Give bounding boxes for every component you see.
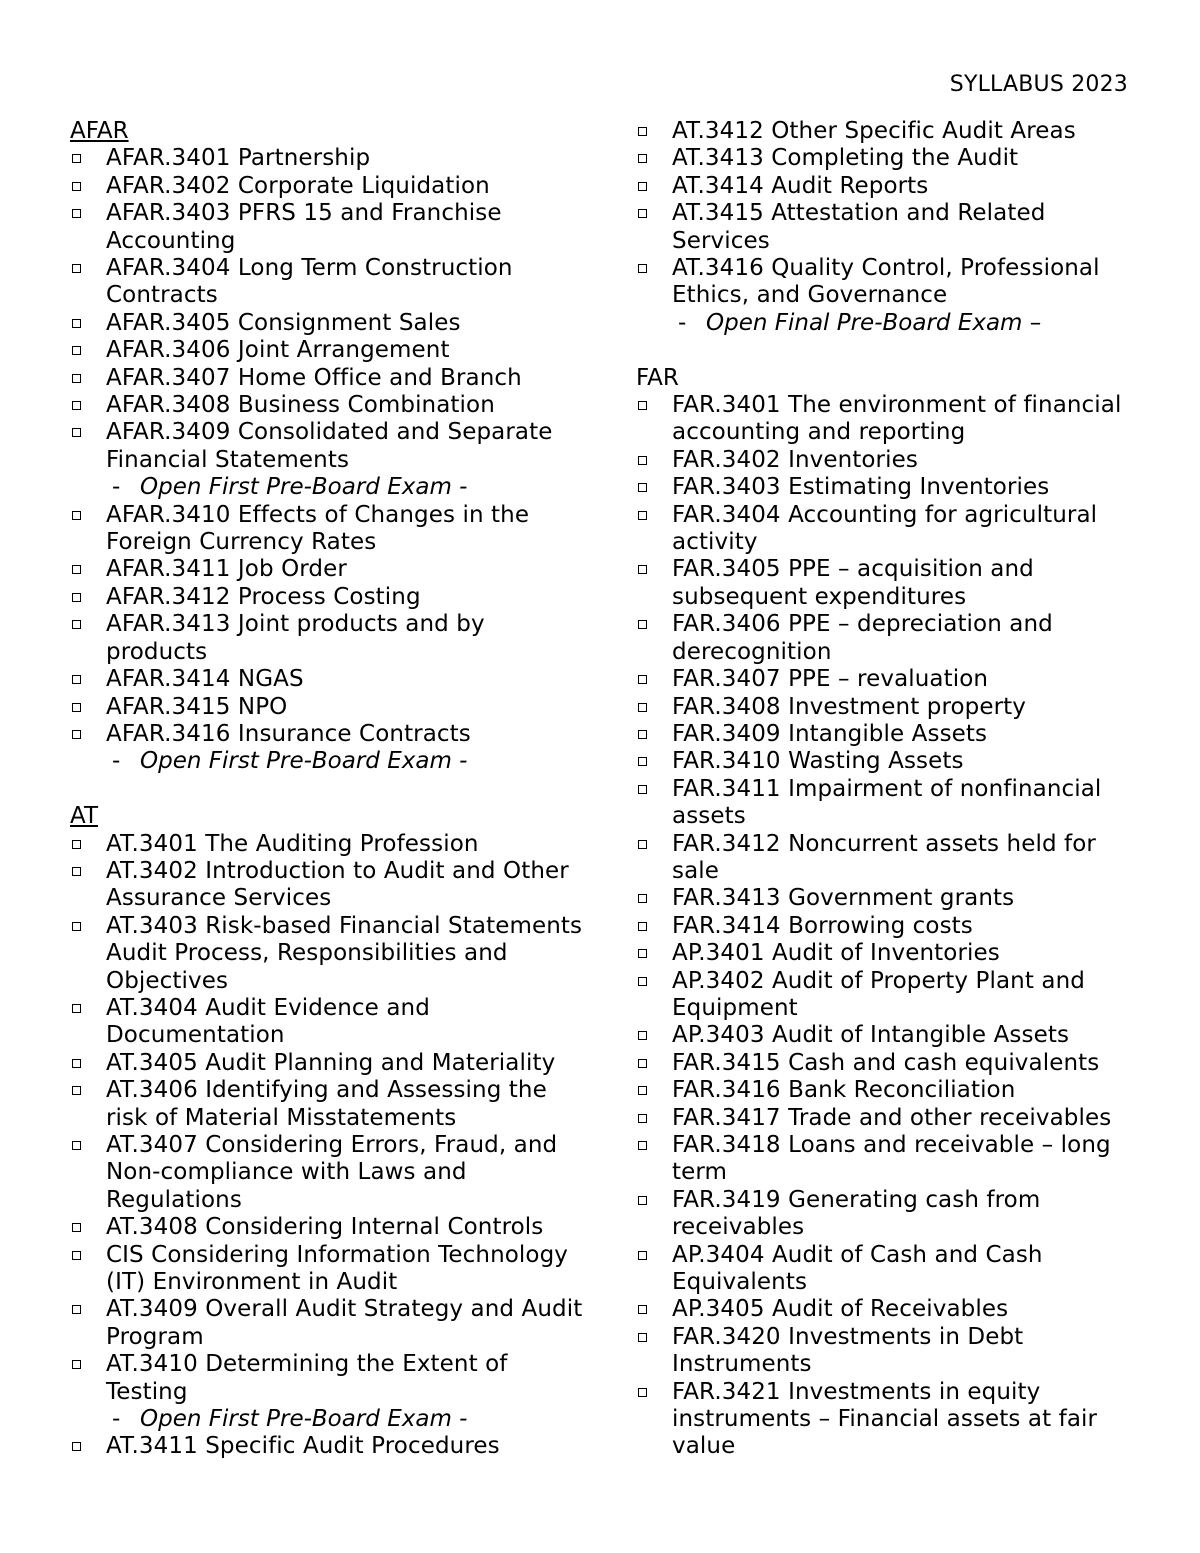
- at-list-1: [70, 831, 590, 1407]
- list-item: [636, 1077, 1136, 1104]
- list-item: [636, 666, 1136, 693]
- checkbox-bullet-icon: [638, 620, 647, 629]
- list-item: [70, 831, 590, 858]
- list-item-text: AFAR.3407 Home Office and Branch: [106, 364, 522, 391]
- checkbox-bullet-icon: [72, 730, 81, 739]
- list-item: [636, 1187, 1136, 1242]
- checkbox-bullet-icon: [638, 154, 647, 163]
- checkbox-bullet-icon: [638, 127, 647, 136]
- list-item-text: AT.3412 Other Specific Audit Areas: [672, 118, 1076, 144]
- checkbox-bullet-icon: [638, 483, 647, 492]
- list-item: [636, 1105, 1136, 1132]
- checkbox-bullet-icon: [638, 1333, 647, 1342]
- checkbox-bullet-icon: [72, 1305, 81, 1314]
- checkbox-bullet-icon: [638, 977, 647, 986]
- list-item: [636, 255, 1136, 310]
- at-final-exam-note: - Open Final Pre-Board Exam –: [678, 309, 1042, 336]
- list-item: [70, 913, 590, 995]
- checkbox-bullet-icon: [72, 1223, 81, 1232]
- checkbox-bullet-icon: [72, 867, 81, 876]
- at-exam-note: - Open First Pre-Board Exam -: [112, 1406, 468, 1433]
- list-item-text: FAR.3417 Trade and other receivables: [672, 1104, 1112, 1131]
- checkbox-bullet-icon: [638, 1251, 647, 1260]
- list-item: [636, 474, 1136, 501]
- list-item: [70, 145, 590, 172]
- checkbox-bullet-icon: [638, 949, 647, 958]
- checkbox-bullet-icon: [638, 182, 647, 191]
- afar-list-1: [70, 145, 590, 474]
- checkbox-bullet-icon: [638, 894, 647, 903]
- checkbox-bullet-icon: [638, 1196, 647, 1205]
- list-item: [636, 748, 1136, 775]
- list-item-text: FAR.3421 Investments in equity instruments – Financial assets at fair value: [672, 1378, 1098, 1460]
- list-item: [636, 1324, 1136, 1379]
- list-item: [70, 858, 590, 913]
- checkbox-bullet-icon: [72, 593, 81, 602]
- list-item-text: FAR.3409 Intangible Assets: [672, 720, 988, 747]
- list-item-text: FAR.3414 Borrowing costs: [672, 912, 973, 939]
- list-item-text: AT.3404 Audit Evidence and Documentation: [106, 994, 430, 1049]
- checkbox-bullet-icon: [638, 565, 647, 574]
- list-item-text: AFAR.3404 Long Term Construction Contracts: [106, 255, 513, 309]
- checkbox-bullet-icon: [72, 840, 81, 849]
- at-list-2: [70, 1433, 590, 1460]
- far-list: [636, 392, 1136, 1461]
- list-item: [636, 502, 1136, 557]
- list-item-text: FAR.3402 Inventories: [672, 446, 918, 473]
- afar-exam-note-2: - Open First Pre-Board Exam -: [112, 748, 468, 775]
- list-item-text: FAR.3405 PPE – acquisition and subsequent expenditures: [672, 556, 1034, 610]
- checkbox-bullet-icon: [638, 840, 647, 849]
- list-item-text: AFAR.3406 Joint Arrangement: [106, 337, 450, 364]
- list-item: [636, 118, 1136, 145]
- afar-list-2: [70, 502, 590, 749]
- list-item: [70, 365, 590, 392]
- list-item-text: FAR.3406 PPE – depreciation and derecognition: [672, 611, 1053, 665]
- list-item: [70, 337, 590, 364]
- list-item: [70, 584, 590, 611]
- list-item: [636, 940, 1136, 967]
- list-item-text: AT.3409 Overall Audit Strategy and Audit Program: [106, 1296, 583, 1350]
- checkbox-bullet-icon: [638, 785, 647, 794]
- checkbox-bullet-icon: [72, 209, 81, 218]
- checkbox-bullet-icon: [72, 154, 81, 163]
- list-item: [70, 200, 590, 255]
- list-item-text: FAR.3401 The environment of financial accounting and reporting: [672, 392, 1122, 446]
- list-item-text: AT.3414 Audit Reports: [672, 172, 929, 199]
- list-item: [70, 1214, 590, 1241]
- list-item: [636, 1296, 1136, 1323]
- list-item-text: AFAR.3401 Partnership: [106, 145, 371, 172]
- far-section-title: FAR: [636, 364, 679, 391]
- list-item: [70, 502, 590, 557]
- at-continued-list: [636, 118, 1136, 310]
- checkbox-bullet-icon: [72, 1141, 81, 1150]
- list-item: [70, 392, 590, 419]
- checkbox-bullet-icon: [638, 1305, 647, 1314]
- list-item: [70, 694, 590, 721]
- checkbox-bullet-icon: [72, 1086, 81, 1095]
- list-item-text: FAR.3407 PPE – revaluation: [672, 666, 989, 693]
- list-item-text: FAR.3415 Cash and cash equivalents: [672, 1049, 1100, 1076]
- list-item: [636, 968, 1136, 1023]
- list-item-text: AT.3416 Quality Control, Professional Ethics, and Governance: [672, 255, 1100, 309]
- list-item: [636, 145, 1136, 172]
- list-item: [636, 556, 1136, 611]
- list-item: [636, 1132, 1136, 1187]
- checkbox-bullet-icon: [72, 922, 81, 931]
- checkbox-bullet-icon: [638, 511, 647, 520]
- list-item-text: AT.3407 Considering Errors, Fraud, and Non-compliance with Laws and Regulations: [106, 1131, 558, 1213]
- list-item: [70, 173, 590, 200]
- checkbox-bullet-icon: [72, 374, 81, 383]
- checkbox-bullet-icon: [638, 1086, 647, 1095]
- list-item-text: AFAR.3411 Job Order: [106, 556, 347, 583]
- list-item: [636, 1050, 1136, 1077]
- list-item: [636, 392, 1136, 447]
- list-item: [636, 1022, 1136, 1049]
- checkbox-bullet-icon: [72, 319, 81, 328]
- list-item: [636, 721, 1136, 748]
- list-item-text: AP.3403 Audit of Intangible Assets: [672, 1022, 1070, 1049]
- list-item-text: FAR.3418 Loans and receivable – long term: [672, 1132, 1111, 1186]
- checkbox-bullet-icon: [638, 757, 647, 766]
- checkbox-bullet-icon: [72, 620, 81, 629]
- checkbox-bullet-icon: [72, 428, 81, 437]
- checkbox-bullet-icon: [638, 675, 647, 684]
- list-item-text: AFAR.3410 Effects of Changes in the Foreign Currency Rates: [106, 501, 530, 556]
- checkbox-bullet-icon: [72, 1059, 81, 1068]
- afar-exam-note-1: - Open First Pre-Board Exam -: [112, 474, 468, 501]
- checkbox-bullet-icon: [638, 1141, 647, 1150]
- checkbox-bullet-icon: [72, 264, 81, 273]
- list-item: [70, 995, 590, 1050]
- checkbox-bullet-icon: [638, 1059, 647, 1068]
- list-item: [636, 1242, 1136, 1297]
- page-header: SYLLABUS 2023: [949, 72, 1128, 97]
- list-item: [70, 666, 590, 693]
- list-item-text: AT.3413 Completing the Audit: [672, 145, 1019, 172]
- list-item-text: CIS Considering Information Technology (IT) Environment in Audit: [106, 1241, 569, 1296]
- list-item: [636, 611, 1136, 666]
- list-item-text: AP.3405 Audit of Receivables: [672, 1296, 1009, 1323]
- checkbox-bullet-icon: [638, 401, 647, 410]
- list-item-text: AFAR.3413 Joint products and by products: [106, 611, 485, 665]
- list-item-text: FAR.3412 Noncurrent assets held for sale: [672, 830, 1096, 884]
- checkbox-bullet-icon: [72, 1442, 81, 1451]
- checkbox-bullet-icon: [72, 703, 81, 712]
- list-item-text: FAR.3420 Investments in Debt Instruments: [672, 1323, 1024, 1378]
- checkbox-bullet-icon: [638, 1114, 647, 1123]
- checkbox-bullet-icon: [72, 1004, 81, 1013]
- list-item: [70, 1077, 590, 1132]
- list-item-text: AFAR.3416 Insurance Contracts: [106, 720, 471, 747]
- list-item: [636, 200, 1136, 255]
- list-item-text: AT.3406 Identifying and Assessing the risk of Material Misstatements: [106, 1077, 547, 1131]
- list-item: [636, 831, 1136, 886]
- list-item-text: AT.3401 The Auditing Profession: [106, 830, 479, 857]
- afar-section-title: AFAR: [70, 118, 129, 144]
- checkbox-bullet-icon: [72, 346, 81, 355]
- list-item: [70, 1296, 590, 1351]
- list-item-text: FAR.3410 Wasting Assets: [672, 748, 964, 775]
- list-item: [70, 255, 590, 310]
- list-item: [70, 310, 590, 337]
- list-item-text: AFAR.3409 Consolidated and Separate Financial Statements: [106, 419, 553, 473]
- at-section-title: AT: [70, 803, 98, 830]
- left-column: [70, 118, 590, 1461]
- checkbox-bullet-icon: [72, 1251, 81, 1260]
- checkbox-bullet-icon: [72, 565, 81, 574]
- checkbox-bullet-icon: [638, 1031, 647, 1040]
- checkbox-bullet-icon: [638, 922, 647, 931]
- list-item-text: FAR.3411 Impairment of nonfinancial assets: [672, 775, 1102, 830]
- list-item-text: FAR.3403 Estimating Inventories: [672, 474, 1050, 501]
- list-item-text: AFAR.3415 NPO: [106, 693, 288, 720]
- list-item-text: AT.3410 Determining the Extent of Testing: [106, 1351, 508, 1405]
- list-item: [636, 885, 1136, 912]
- checkbox-bullet-icon: [72, 401, 81, 410]
- list-item-text: FAR.3404 Accounting for agricultural activity: [672, 501, 1098, 556]
- list-item-text: FAR.3419 Generating cash from receivables: [672, 1186, 1041, 1241]
- checkbox-bullet-icon: [638, 456, 647, 465]
- checkbox-bullet-icon: [72, 1360, 81, 1369]
- list-item: [70, 556, 590, 583]
- list-item-text: AT.3402 Introduction to Audit and Other Assurance Services: [106, 857, 569, 912]
- checkbox-bullet-icon: [72, 182, 81, 191]
- list-item-text: AT.3403 Risk-based Financial Statements Audit Process, Responsibilities and Objectives: [106, 912, 583, 994]
- checkbox-bullet-icon: [638, 730, 647, 739]
- checkbox-bullet-icon: [638, 1388, 647, 1397]
- list-item: [70, 1132, 590, 1214]
- list-item: [636, 447, 1136, 474]
- list-item-text: AP.3401 Audit of Inventories: [672, 940, 1000, 967]
- checkbox-bullet-icon: [638, 264, 647, 273]
- list-item: [636, 913, 1136, 940]
- list-item: [636, 776, 1136, 831]
- list-item-text: FAR.3416 Bank Reconciliation: [672, 1077, 1016, 1104]
- list-item-text: AFAR.3405 Consignment Sales: [106, 309, 461, 336]
- list-item: [636, 1379, 1136, 1461]
- checkbox-bullet-icon: [72, 511, 81, 520]
- list-item-text: AFAR.3408 Business Combination: [106, 392, 495, 419]
- list-item: [70, 419, 590, 474]
- checkbox-bullet-icon: [638, 703, 647, 712]
- list-item: [636, 694, 1136, 721]
- list-item: [70, 611, 590, 666]
- list-item-text: FAR.3413 Government grants: [672, 885, 1015, 912]
- list-item-text: AFAR.3403 PFRS 15 and Franchise Accounting: [106, 200, 502, 254]
- list-item-text: AT.3411 Specific Audit Procedures: [106, 1433, 500, 1460]
- right-column: [636, 118, 1136, 1461]
- list-item: [70, 1242, 590, 1297]
- list-item-text: AFAR.3402 Corporate Liquidation: [106, 172, 490, 199]
- checkbox-bullet-icon: [638, 209, 647, 218]
- list-item-text: AT.3405 Audit Planning and Materiality: [106, 1049, 556, 1076]
- list-item-text: AFAR.3412 Process Costing: [106, 583, 421, 610]
- checkbox-bullet-icon: [72, 675, 81, 684]
- list-item: [70, 721, 590, 748]
- list-item: [636, 173, 1136, 200]
- list-item-text: AP.3404 Audit of Cash and Cash Equivalents: [672, 1241, 1043, 1296]
- list-item-text: AT.3408 Considering Internal Controls: [106, 1214, 544, 1241]
- list-item-text: AP.3402 Audit of Property Plant and Equipment: [672, 967, 1085, 1021]
- list-item: [70, 1433, 590, 1460]
- list-item: [70, 1351, 590, 1406]
- list-item: [70, 1050, 590, 1077]
- list-item-text: AFAR.3414 NGAS: [106, 666, 304, 693]
- list-item-text: AT.3415 Attestation and Related Services: [672, 200, 1046, 254]
- list-item-text: FAR.3408 Investment property: [672, 693, 1027, 720]
